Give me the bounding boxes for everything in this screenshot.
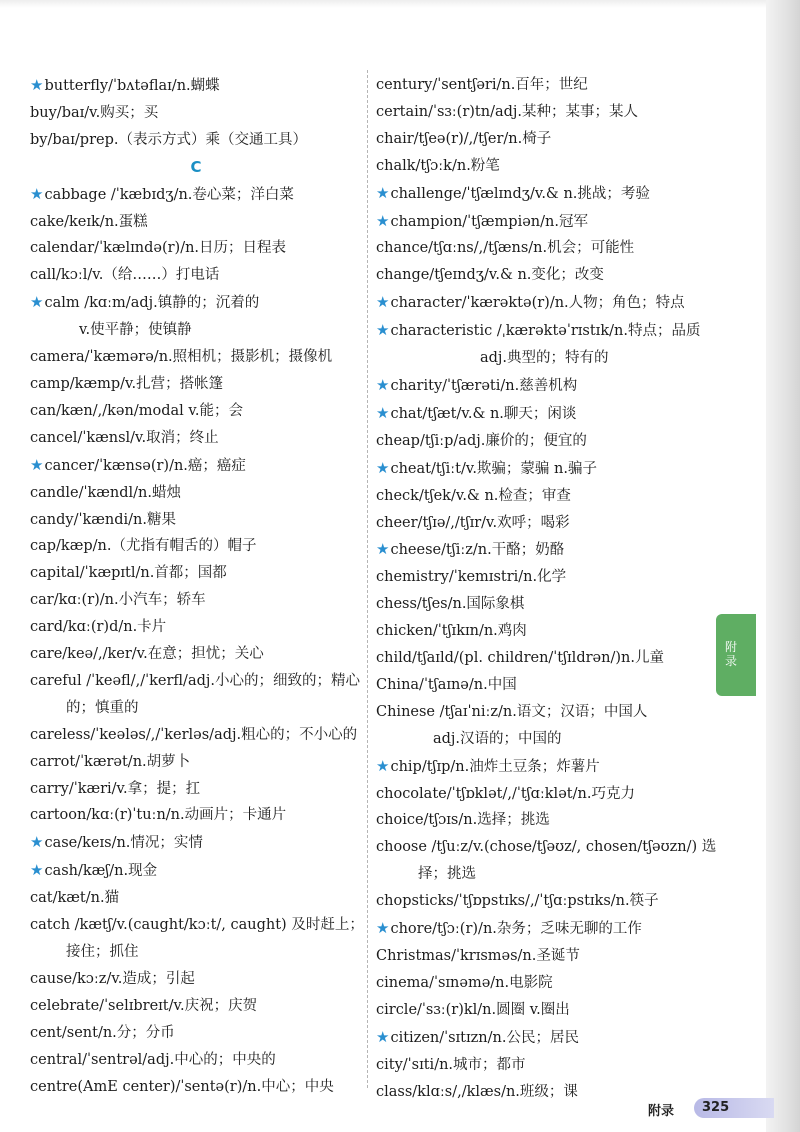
- entry-text: 择；挑选: [418, 866, 476, 883]
- entry-text: centre(AmE center)/ˈsentə(r)/n.中心；中央: [30, 1078, 334, 1095]
- vocab-entry: [376, 510, 721, 537]
- entry-text: China/ˈtʃaɪnə/n.中国: [376, 676, 517, 693]
- star-icon: ★: [376, 756, 390, 775]
- vocab-entry: [30, 857, 362, 885]
- entry-text: buy/baɪ/v.购买；买: [30, 104, 159, 121]
- entry-continuation: [30, 695, 362, 722]
- entry-text: cash/kæʃ/n.现金: [44, 863, 158, 880]
- entry-text: cinema/ˈsɪnəmə/n.电影院: [376, 974, 553, 991]
- entry-text: carrot/ˈkærət/n.胡萝卜: [30, 753, 191, 770]
- entry-text: class/klɑːs/,/klæs/n.班级；课: [376, 1083, 578, 1100]
- entry-text: cartoon/kɑː(r)ˈtuːn/n.动画片；卡通片: [30, 807, 287, 824]
- star-icon: ★: [30, 833, 44, 852]
- entry-text: cat/kæt/n.猫: [30, 890, 120, 907]
- vocab-entry: [30, 100, 362, 127]
- entry-text: adj.典型的；特有的: [480, 350, 609, 367]
- vocab-entry: [376, 943, 721, 970]
- vocab-entry: [30, 614, 362, 641]
- entry-text: century/ˈsentʃəri/n.百年；世纪: [376, 77, 588, 93]
- vocab-entry: [30, 507, 362, 534]
- entry-text: characteristic /ˌkærəktəˈrɪstɪk/n.特点；品质: [390, 323, 701, 340]
- entry-text: case/keɪs/n.情况；实情: [44, 835, 203, 852]
- vocab-entry: [30, 993, 362, 1020]
- entry-text: cheat/tʃiːt/v.欺骗；蒙骗 n.骗子: [390, 460, 597, 477]
- entry-text: central/ˈsentrəl/adj.中心的；中央的: [30, 1051, 276, 1068]
- entry-text: charity/ˈtʃærəti/n.慈善机构: [390, 377, 578, 394]
- entry-text: chopsticks/ˈtʃɒpstɪks/,/ˈtʃɑːpstɪks/n.筷子: [376, 893, 659, 910]
- page-number: 325: [694, 1098, 774, 1118]
- vocab-entry: [376, 753, 721, 781]
- star-icon: ★: [30, 184, 44, 203]
- vocab-entry: [30, 885, 362, 912]
- side-tab-label: 附录: [725, 640, 738, 668]
- right-column: [376, 72, 721, 1105]
- entry-text: circle/ˈsɜː(r)kl/n.圆圈 v.圈出: [376, 1001, 570, 1018]
- vocab-entry: [376, 997, 721, 1024]
- vocab-entry: [30, 966, 362, 993]
- entry-text: capital/ˈkæpɪtl/n.首都；国都: [30, 565, 227, 582]
- star-icon: ★: [376, 211, 390, 230]
- entry-text: celebrate/ˈselɪbreɪt/v.庆祝；庆贺: [30, 997, 258, 1014]
- entry-text: careful /ˈkeəfl/,/ˈkerfl/adj.小心的；细致的；精心: [30, 672, 360, 689]
- left-column: [30, 72, 362, 1100]
- vocab-entry: [30, 668, 362, 695]
- entry-text: choice/tʃɔɪs/n.选择；挑选: [376, 812, 550, 829]
- vocab-entry: [376, 807, 721, 834]
- star-icon: ★: [376, 183, 390, 202]
- entry-text: chat/tʃæt/v.& n.聊天；闲谈: [390, 405, 577, 422]
- entry-text: catch /kætʃ/v.(caught/kɔːt/, caught) 及时赶上；: [30, 917, 364, 934]
- vocab-entry: [376, 888, 721, 915]
- vocab-entry: [30, 1047, 362, 1074]
- entry-continuation: [30, 939, 362, 966]
- vocab-entry: [376, 781, 721, 808]
- entry-text: chocolate/ˈtʃɒklət/,/ˈtʃɑːklət/n.巧克力: [376, 785, 635, 802]
- entry-text: choose /tʃuːz/v.(chose/tʃəʊz/, chosen/tʃəʊzn/) 选: [376, 839, 717, 856]
- vocab-entry: [376, 400, 721, 428]
- vocab-entry: [376, 126, 721, 153]
- entry-continuation: [376, 861, 721, 888]
- section-letter: C: [190, 157, 202, 176]
- vocab-entry: [30, 262, 362, 289]
- vocab-entry: [30, 209, 362, 236]
- vocab-entry: [376, 180, 721, 208]
- vocab-entry: [30, 1020, 362, 1047]
- vocab-entry: [376, 483, 721, 510]
- entry-text: calendar/ˈkælɪndə(r)/n.日历；日程表: [30, 240, 287, 257]
- vocab-entry: [30, 533, 362, 560]
- vocab-entry: [30, 127, 362, 154]
- vocab-entry: [376, 99, 721, 126]
- vocab-entry: [30, 398, 362, 425]
- vocab-entry: [30, 776, 362, 803]
- vocab-entry: [30, 641, 362, 668]
- vocab-entry: [30, 560, 362, 587]
- vocab-entry: [30, 749, 362, 776]
- entry-text: 接住；抓住: [66, 944, 139, 960]
- vocab-entry: [30, 587, 362, 614]
- entry-continuation: [376, 726, 721, 753]
- entry-text: character/ˈkærəktə(r)/n.人物；角色；特点: [390, 295, 685, 312]
- footer-label: 附录: [648, 1104, 675, 1119]
- vocab-entry: [376, 72, 721, 99]
- star-icon: ★: [376, 321, 390, 340]
- vocab-entry: [376, 536, 721, 564]
- star-icon: ★: [30, 76, 44, 94]
- star-icon: ★: [376, 293, 390, 312]
- vocab-entry: [30, 480, 362, 507]
- vocab-entry: [376, 1024, 721, 1052]
- entry-text: adj.汉语的；中国的: [433, 730, 562, 747]
- entry-text: cent/sent/n.分；分币: [30, 1024, 175, 1041]
- vocab-entry: [376, 970, 721, 997]
- vocab-entry: [376, 208, 721, 236]
- vocab-entry: [30, 344, 362, 371]
- vocab-entry: [30, 425, 362, 452]
- vocab-entry: [376, 428, 721, 455]
- entry-text: Chinese /tʃaɪˈniːz/n.语文；汉语；中国人: [376, 703, 648, 720]
- star-icon: ★: [376, 919, 390, 938]
- entry-text: chicken/ˈtʃɪkɪn/n.鸡肉: [376, 623, 527, 640]
- vocab-entry: [376, 262, 721, 289]
- page-edge: [766, 0, 800, 1132]
- entry-continuation: [376, 345, 721, 372]
- entry-text: car/kɑː(r)/n.小汽车；轿车: [30, 592, 206, 609]
- entry-text: candy/ˈkændi/n.糖果: [30, 511, 176, 528]
- vocab-entry: [376, 618, 721, 645]
- star-icon: ★: [376, 403, 390, 422]
- entry-text: challenge/ˈtʃælɪndʒ/v.& n.挑战；考验: [390, 185, 650, 202]
- entry-text: chance/tʃɑːns/,/tʃæns/n.机会；可能性: [376, 240, 635, 257]
- entry-text: card/kɑː(r)d/n.卡片: [30, 619, 167, 636]
- vocab-entry: [376, 372, 721, 400]
- entry-text: champion/ˈtʃæmpiən/n.冠军: [390, 213, 588, 230]
- entry-text: cancel/ˈkænsl/v.取消；终止: [30, 429, 219, 446]
- vocab-entry: [376, 455, 721, 483]
- vocab-entry: [30, 289, 362, 317]
- entry-text: can/kæn/,/kən/modal v.能；会: [30, 402, 243, 419]
- entry-text: check/tʃek/v.& n.检查；审查: [376, 487, 571, 504]
- star-icon: ★: [376, 458, 390, 477]
- entry-text: chemistry/ˈkemɪstri/n.化学: [376, 569, 567, 586]
- entry-text: city/ˈsɪti/n.城市；都市: [376, 1056, 526, 1073]
- vocab-entry: [30, 181, 362, 209]
- entry-text: citizen/ˈsɪtɪzn/n.公民；居民: [390, 1029, 579, 1046]
- entry-text: careless/ˈkeələs/,/ˈkerləs/adj.粗心的；不小心的: [30, 726, 358, 743]
- entry-text: cap/kæp/n.（尤指有帽舌的）帽子: [30, 538, 257, 555]
- page-top-shadow: [0, 0, 766, 8]
- vocab-entry: [30, 1074, 362, 1101]
- entry-text: cake/keɪk/n.蛋糕: [30, 213, 148, 230]
- entry-text: care/keə/,/ker/v.在意；担忧；关心: [30, 646, 264, 663]
- entry-text: camera/ˈkæmərə/n.照相机；摄影机；摄像机: [30, 349, 333, 366]
- entry-text: candle/ˈkændl/n.蜡烛: [30, 484, 181, 501]
- vocab-entry: [376, 699, 721, 726]
- vocab-entry: [376, 834, 721, 861]
- vocab-entry: [30, 802, 362, 829]
- vocab-entry: [30, 371, 362, 398]
- entry-text: carry/ˈkæri/v.拿；提；扛: [30, 780, 201, 797]
- vocab-entry: [30, 912, 362, 939]
- entry-text: butterfly/ˈbʌtəflaɪ/n.蝴蝶: [44, 78, 220, 94]
- entry-text: camp/kæmp/v.扎营；搭帐篷: [30, 375, 224, 392]
- vocab-entry: [376, 1052, 721, 1079]
- entry-text: cheap/tʃiːp/adj.廉价的；便宜的: [376, 432, 587, 449]
- vocab-entry: [30, 452, 362, 480]
- star-icon: ★: [30, 861, 44, 880]
- entry-text: calm /kɑːm/adj.镇静的；沉着的: [44, 295, 260, 312]
- entry-text: cancer/ˈkænsə(r)/n.癌；癌症: [44, 457, 246, 474]
- entry-text: v.使平静；使镇静: [79, 322, 192, 339]
- vocab-entry: [30, 72, 362, 100]
- entry-text: cheese/tʃiːz/n.干酪；奶酪: [390, 542, 565, 559]
- entry-text: 的；慎重的: [66, 699, 139, 716]
- entry-text: chess/tʃes/n.国际象棋: [376, 596, 525, 613]
- vocab-entry: [30, 235, 362, 262]
- entry-text: Christmas/ˈkrɪsməs/n.圣诞节: [376, 948, 580, 964]
- vocab-entry: [376, 317, 721, 345]
- entry-text: chip/tʃɪp/n.油炸土豆条；炸薯片: [390, 758, 600, 775]
- vocab-entry: [376, 153, 721, 180]
- entry-text: cause/kɔːz/v.造成；引起: [30, 970, 195, 987]
- vocab-entry: [376, 235, 721, 262]
- vocab-entry: [30, 722, 362, 749]
- entry-text: chore/tʃɔː(r)/n.杂务；乏味无聊的工作: [390, 921, 642, 938]
- star-icon: ★: [376, 375, 390, 394]
- entry-text: change/tʃeɪndʒ/v.& n.变化；改变: [376, 267, 604, 284]
- entry-text: chalk/tʃɔːk/n.粉笔: [376, 157, 500, 174]
- entry-text: child/tʃaɪld/(pl. children/ˈtʃɪldrən/)n.儿童: [376, 650, 664, 667]
- star-icon: ★: [30, 455, 44, 474]
- section-heading: [30, 154, 362, 181]
- vocab-entry: [30, 829, 362, 857]
- entry-text: cabbage /ˈkæbɪdʒ/n.卷心菜；洋白菜: [44, 186, 294, 203]
- entry-continuation: [30, 317, 362, 344]
- column-divider: [367, 70, 369, 1088]
- vocab-entry: [376, 289, 721, 317]
- vocab-entry: [376, 915, 721, 943]
- entry-text: chair/tʃeə(r)/,/tʃer/n.椅子: [376, 130, 552, 147]
- star-icon: ★: [376, 540, 390, 559]
- star-icon: ★: [30, 293, 44, 312]
- entry-text: by/baɪ/prep.（表示方式）乘（交通工具）: [30, 131, 307, 148]
- entry-text: call/kɔːl/v.（给……）打电话: [30, 267, 220, 284]
- vocab-entry: [376, 591, 721, 618]
- entry-text: certain/ˈsɜː(r)tn/adj.某种；某事；某人: [376, 103, 638, 120]
- vocab-entry: [376, 645, 721, 672]
- vocab-entry: [376, 564, 721, 591]
- star-icon: ★: [376, 1027, 390, 1046]
- appendix-side-tab[interactable]: [716, 614, 756, 696]
- entry-text: cheer/tʃɪə/,/tʃɪr/v.欢呼；喝彩: [376, 514, 570, 531]
- vocab-entry: [376, 672, 721, 699]
